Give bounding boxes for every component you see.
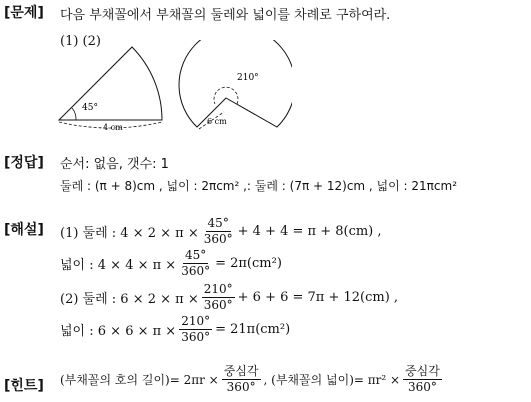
sector2-angle-label: 210° [237, 73, 259, 83]
formula-suffix: = 21π(cm²) [215, 322, 291, 337]
fraction-numerator: 중심각 [223, 364, 259, 378]
fraction-numerator: 210° [203, 282, 233, 296]
fraction [179, 248, 212, 279]
fraction-numerator: 45° [185, 248, 207, 262]
hint-arc-formula: (부채꼴의 호의 길이)= 2πr × [60, 373, 219, 387]
sector-45-figure [59, 47, 162, 132]
fraction [202, 282, 235, 313]
fraction-denominator: 360° [181, 330, 211, 344]
formula-suffix: + 6 + 6 = 7π + 12(cm) , [237, 290, 399, 305]
fraction [179, 314, 212, 345]
fraction [202, 216, 235, 247]
problem-tag: [문제] [4, 5, 44, 21]
fraction [222, 364, 261, 395]
answer-line-1: 순서: 없음, 갯수: 1 [60, 157, 169, 172]
fraction [403, 364, 442, 395]
problem-text: 다음 부채꼴에서 부채꼴의 둘레와 넓이를 차례로 구하여라. [60, 8, 391, 23]
fraction-numerator: 중심각 [405, 364, 440, 378]
explanation-line-2 [60, 248, 282, 279]
formula-prefix: 넓이 : 4 × 4 × π × [60, 258, 177, 273]
sector-figures [52, 40, 292, 140]
formula-prefix: (2) 둘레 : 6 × 2 × π × [60, 292, 199, 307]
answer-tag: [정답] [4, 155, 44, 171]
sector2-radius-label: 6 cm [207, 117, 227, 126]
figure-labels: (1) (2) [60, 34, 101, 49]
formula-suffix: = 2π(cm²) [215, 256, 282, 271]
hint-area-formula: , (부채꼴의 넓이)= πr² × [263, 373, 401, 387]
explanation-line-3 [60, 282, 398, 313]
fraction-denominator: 360° [181, 264, 211, 278]
fraction-numerator: 45° [207, 216, 229, 230]
explanation-line-1 [60, 216, 382, 247]
sector1-radius-label: 4 cm [103, 123, 123, 132]
formula-prefix: (1) 둘레 : 4 × 2 × π × [60, 226, 199, 241]
fraction-denominator: 360° [407, 380, 437, 394]
hint-line [60, 364, 445, 395]
formula-suffix: + 4 + 4 = π + 8(cm) , [237, 224, 382, 239]
fraction-denominator: 360° [226, 380, 256, 394]
answer-line-2: 둘레 : (π + 8)cm , 넓이 : 2πcm² ,: 둘레 : (7π + 12)cm , 넓이 : 21πcm² [60, 179, 458, 193]
fraction-denominator: 360° [203, 298, 233, 312]
formula-prefix: 넓이 : 6 × 6 × π × [60, 324, 177, 339]
fraction-denominator: 360° [203, 232, 233, 246]
sector1-angle-label: 45° [82, 103, 98, 113]
hint-tag: [힌트] [4, 378, 44, 394]
fraction-numerator: 210° [181, 314, 211, 328]
sector-210-figure [179, 40, 292, 129]
explanation-line-4 [60, 314, 290, 345]
explanation-tag: [해설] [4, 222, 44, 238]
